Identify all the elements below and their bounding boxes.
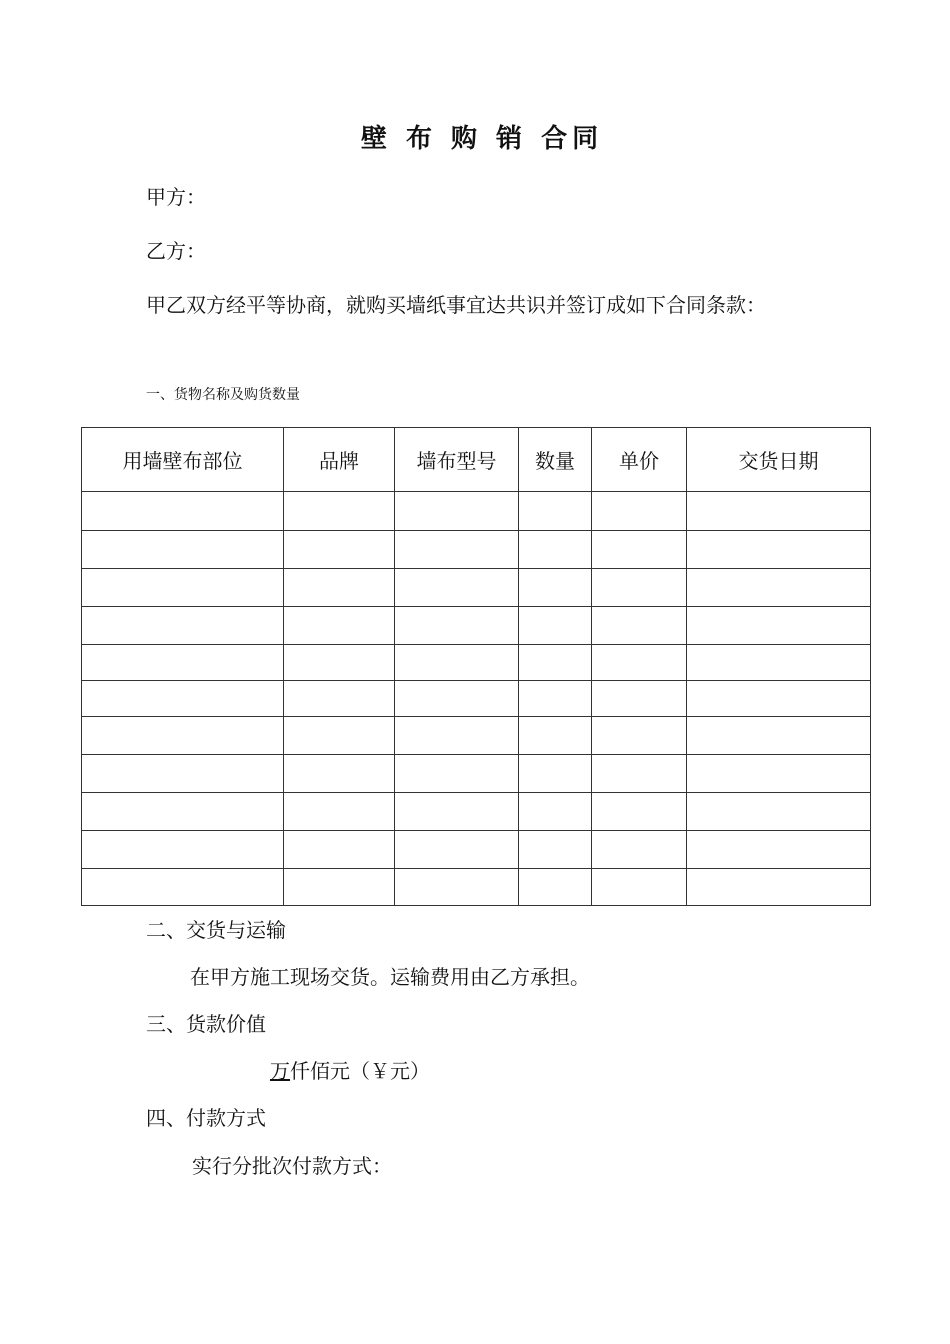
table-cell bbox=[519, 717, 592, 755]
table-cell bbox=[687, 869, 871, 906]
table-cell bbox=[395, 755, 519, 793]
table-row bbox=[82, 831, 871, 869]
column-header: 交货日期 bbox=[687, 428, 871, 492]
table-cell bbox=[82, 569, 284, 607]
table-row bbox=[82, 869, 871, 906]
table-cell bbox=[687, 531, 871, 569]
column-header: 墙布型号 bbox=[395, 428, 519, 492]
table-cell bbox=[395, 681, 519, 717]
table-cell bbox=[519, 831, 592, 869]
table-cell bbox=[687, 793, 871, 831]
table-cell bbox=[592, 869, 687, 906]
table-cell bbox=[82, 793, 284, 831]
table-cell bbox=[284, 793, 395, 831]
table-cell bbox=[519, 869, 592, 906]
table-cell bbox=[592, 831, 687, 869]
table-row bbox=[82, 531, 871, 569]
table-row bbox=[82, 755, 871, 793]
table-cell bbox=[592, 793, 687, 831]
table-cell bbox=[592, 755, 687, 793]
section-4-heading: 四、付款方式 bbox=[146, 1106, 266, 1130]
table-cell bbox=[687, 492, 871, 531]
table-cell bbox=[395, 492, 519, 531]
table-cell bbox=[592, 645, 687, 681]
table-cell bbox=[687, 607, 871, 645]
table-cell bbox=[687, 755, 871, 793]
table-row bbox=[82, 793, 871, 831]
table-cell bbox=[82, 869, 284, 906]
table-cell bbox=[592, 531, 687, 569]
table-cell bbox=[284, 755, 395, 793]
table-cell bbox=[395, 869, 519, 906]
table-cell bbox=[687, 831, 871, 869]
table-row bbox=[82, 681, 871, 717]
amount-line bbox=[270, 1055, 430, 1087]
intro-paragraph: 甲乙双方经平等协商，就购买墙纸事宜达共识并签订成如下合同条款： bbox=[146, 293, 766, 317]
table-cell bbox=[519, 793, 592, 831]
table-cell bbox=[592, 717, 687, 755]
table-cell bbox=[395, 793, 519, 831]
amount-text: 仟佰元（￥元） bbox=[290, 1059, 430, 1083]
table-cell bbox=[395, 569, 519, 607]
column-header: 用墙壁布部位 bbox=[82, 428, 284, 492]
table-row bbox=[82, 607, 871, 645]
table-cell bbox=[592, 681, 687, 717]
table-cell bbox=[82, 531, 284, 569]
table-cell bbox=[592, 607, 687, 645]
table-cell bbox=[592, 492, 687, 531]
section-3-heading: 三、货款价值 bbox=[146, 1012, 266, 1036]
column-header: 单价 bbox=[592, 428, 687, 492]
section-2-text: 在甲方施工现场交货。运输费用由乙方承担。 bbox=[190, 965, 590, 989]
table-cell bbox=[519, 645, 592, 681]
table-cell bbox=[284, 569, 395, 607]
table-cell bbox=[284, 607, 395, 645]
table-cell bbox=[395, 607, 519, 645]
table-cell bbox=[284, 717, 395, 755]
table-cell bbox=[82, 831, 284, 869]
table-header-row bbox=[82, 428, 871, 492]
table-cell bbox=[395, 831, 519, 869]
table-cell bbox=[284, 531, 395, 569]
table-cell bbox=[284, 869, 395, 906]
party-b-label: 乙方： bbox=[146, 239, 206, 263]
section-2-heading: 二、交货与运输 bbox=[146, 918, 286, 942]
table-cell bbox=[519, 531, 592, 569]
table-cell bbox=[687, 681, 871, 717]
section-1-heading: 一、货物名称及购货数量 bbox=[146, 387, 300, 403]
table-cell bbox=[395, 717, 519, 755]
table-cell bbox=[687, 717, 871, 755]
table-cell bbox=[519, 569, 592, 607]
table-row bbox=[82, 492, 871, 531]
column-header: 品牌 bbox=[284, 428, 395, 492]
table-cell bbox=[687, 569, 871, 607]
table-cell bbox=[82, 492, 284, 531]
page-title: 壁 布 购 销 合同 bbox=[360, 124, 604, 154]
table-cell bbox=[284, 645, 395, 681]
table-cell bbox=[592, 569, 687, 607]
table-row bbox=[82, 717, 871, 755]
table-cell bbox=[519, 681, 592, 717]
amount-underlined: 万 bbox=[270, 1059, 290, 1083]
table-cell bbox=[519, 492, 592, 531]
table-cell bbox=[395, 645, 519, 681]
section-4-text: 实行分批次付款方式： bbox=[192, 1154, 392, 1178]
table-cell bbox=[284, 831, 395, 869]
table-cell bbox=[82, 755, 284, 793]
table-cell bbox=[687, 645, 871, 681]
table-cell bbox=[82, 645, 284, 681]
table-cell bbox=[82, 717, 284, 755]
table-row bbox=[82, 645, 871, 681]
table-cell bbox=[519, 607, 592, 645]
table-cell bbox=[395, 531, 519, 569]
table-cell bbox=[284, 492, 395, 531]
table-cell bbox=[519, 755, 592, 793]
column-header: 数量 bbox=[519, 428, 592, 492]
table-cell bbox=[82, 607, 284, 645]
table-row bbox=[82, 569, 871, 607]
table-cell bbox=[82, 681, 284, 717]
party-a-label: 甲方： bbox=[146, 185, 206, 209]
table-cell bbox=[284, 681, 395, 717]
goods-table bbox=[81, 427, 871, 906]
